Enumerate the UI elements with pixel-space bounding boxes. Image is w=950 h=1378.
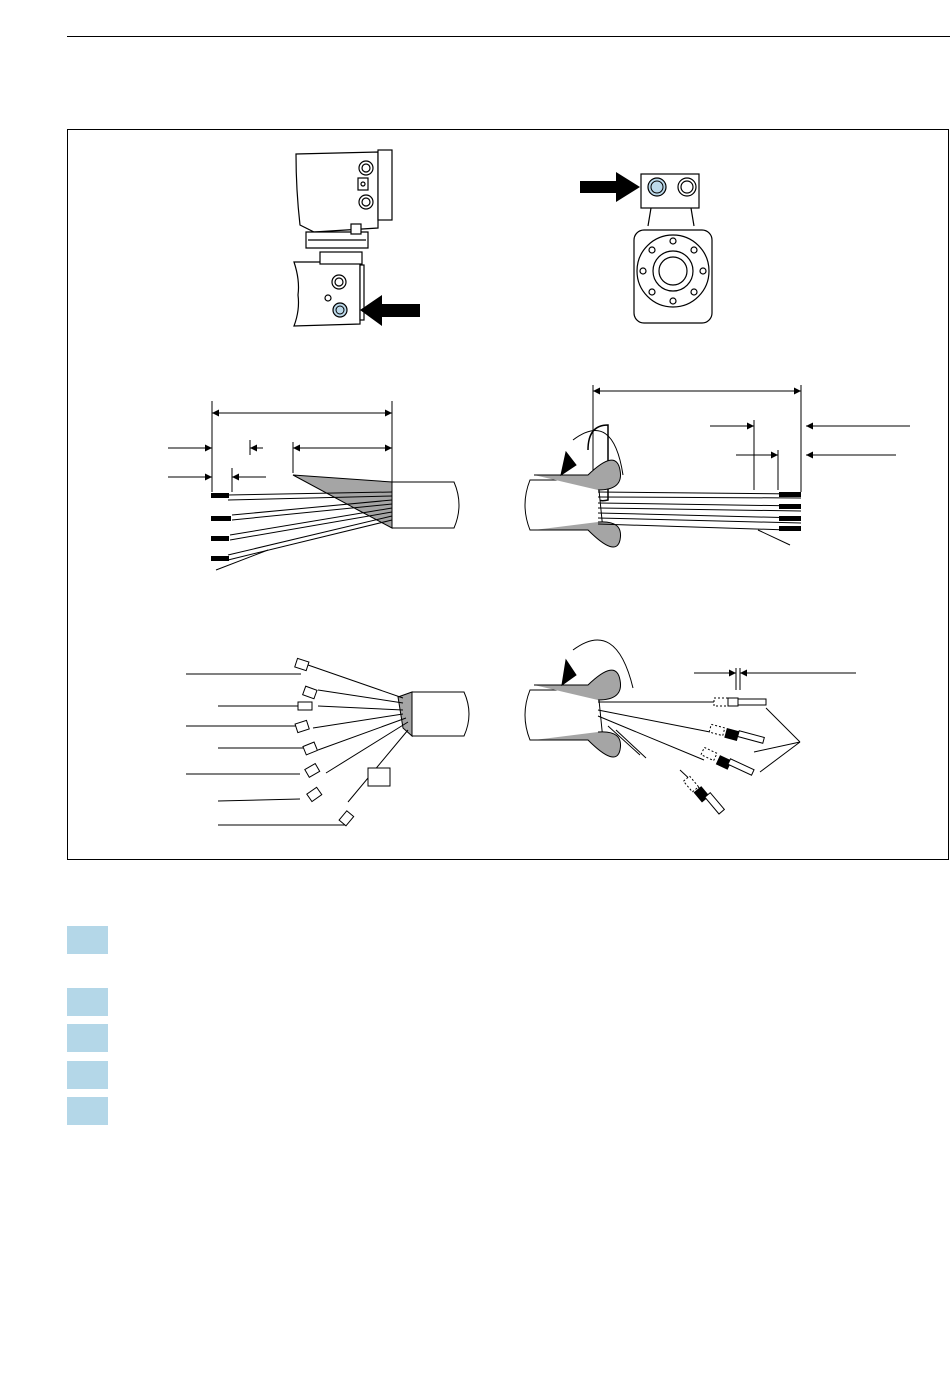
ferrule-cable-left — [186, 665, 469, 825]
step-marker — [67, 926, 108, 954]
highlighted-cable-gland — [333, 303, 347, 317]
folded-shield-cable-right — [525, 385, 910, 547]
step-marker — [67, 1097, 108, 1125]
step-marker — [67, 1061, 108, 1089]
step-marker — [67, 1024, 108, 1052]
step-item — [67, 988, 950, 1016]
ferrules-right — [683, 698, 766, 814]
sensor-panel — [634, 174, 712, 323]
arrow-icon — [360, 295, 420, 326]
wire-ends-left — [211, 493, 231, 561]
ferrule-cable-right — [525, 640, 856, 798]
step-item — [67, 1024, 950, 1052]
step-marker — [67, 988, 108, 1016]
figure-frame — [67, 129, 949, 860]
step-item — [67, 926, 950, 954]
header-rule — [67, 36, 950, 37]
stripped-cable-left — [168, 401, 459, 570]
step-item — [67, 1061, 950, 1089]
ferrules-left — [295, 658, 354, 825]
cable-preparation-illustration — [68, 130, 950, 861]
step-item — [67, 1097, 950, 1125]
arrow-icon — [580, 172, 640, 202]
